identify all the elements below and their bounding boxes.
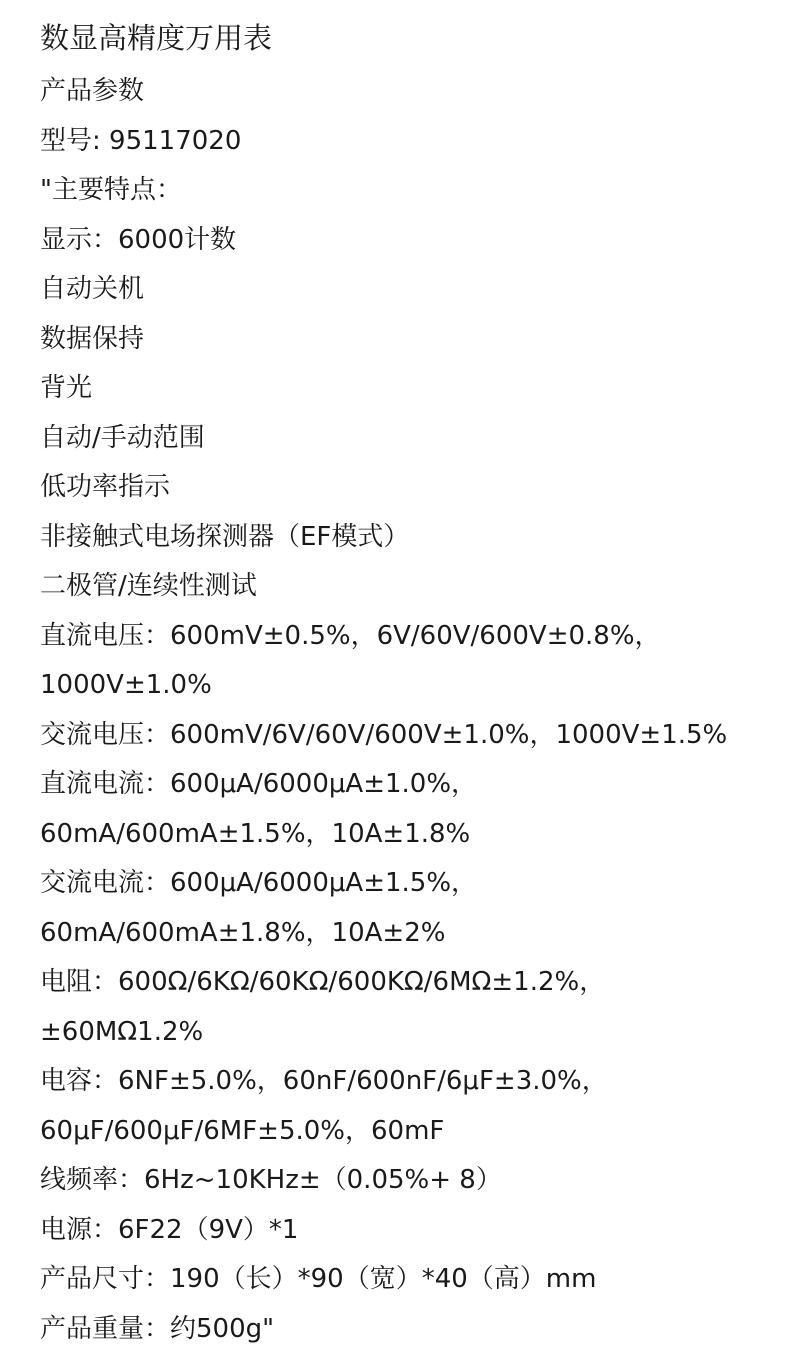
spec-line-weight: 产品重量：约500g" [40,1313,275,1344]
spec-line-dimensions: 产品尺寸：190（长）*90（宽）*40（高）mm [40,1264,597,1294]
spec-line-low-power: 低功率指示 [40,472,171,502]
spec-line-ac-current-cont: 60mA/600mA±1.8%，10A±2% [40,917,446,948]
spec-line-resistance: 电阻：600Ω/6KΩ/60KΩ/600KΩ/6MΩ±1.2%， [40,967,606,997]
section-heading: 产品参数 [40,76,145,106]
spec-line-power: 电源：6F22（9V）*1 [40,1214,299,1245]
spec-line-capacitance-cont: 60μF/600μF/6MF±5.0%，60mF [40,1115,445,1146]
spec-line-dc-voltage-cont: 1000V±1.0% [40,670,212,700]
spec-line-backlight: 背光 [40,373,93,403]
spec-line-data-hold: 数据保持 [40,323,145,354]
spec-line-frequency: 线频率：6Hz~10KHz±（0.05%+ 8） [40,1165,502,1195]
spec-line-range: 自动/手动范围 [40,422,205,453]
document-title: 数显高精度万用表 [40,21,273,55]
spec-line-diode: 二极管/连续性测试 [40,571,257,601]
document-body [40,18,790,1354]
spec-line-auto-off: 自动关机 [40,274,145,304]
spec-line-display: 显示：6000计数 [40,224,237,255]
spec-line-ef-detector: 非接触式电场探测器（EF模式） [40,521,410,552]
spec-line-dc-voltage: 直流电压：600mV±0.5%，6V/60V/600V±0.8%， [40,620,661,651]
spec-line-ac-current: 交流电流：600μA/6000μA±1.5%， [40,868,478,898]
spec-line-capacitance: 电容：6NF±5.0%，60nF/600nF/6μF±3.0%， [40,1066,608,1096]
spec-line-features-heading: "主要特点： [40,175,182,205]
spec-list [40,67,790,1354]
spec-line-ac-voltage: 交流电压：600mV/6V/60V/600V±1.0%，1000V±1.5% [40,719,728,750]
spec-line-model: 型号: 95117020 [40,125,242,156]
spec-line-dc-current: 直流电流：600μA/6000μA±1.0%， [40,769,478,799]
spec-line-dc-current-cont: 60mA/600mA±1.5%，10A±1.8% [40,818,471,849]
spec-line-resistance-cont: ±60MΩ1.2% [40,1016,204,1047]
